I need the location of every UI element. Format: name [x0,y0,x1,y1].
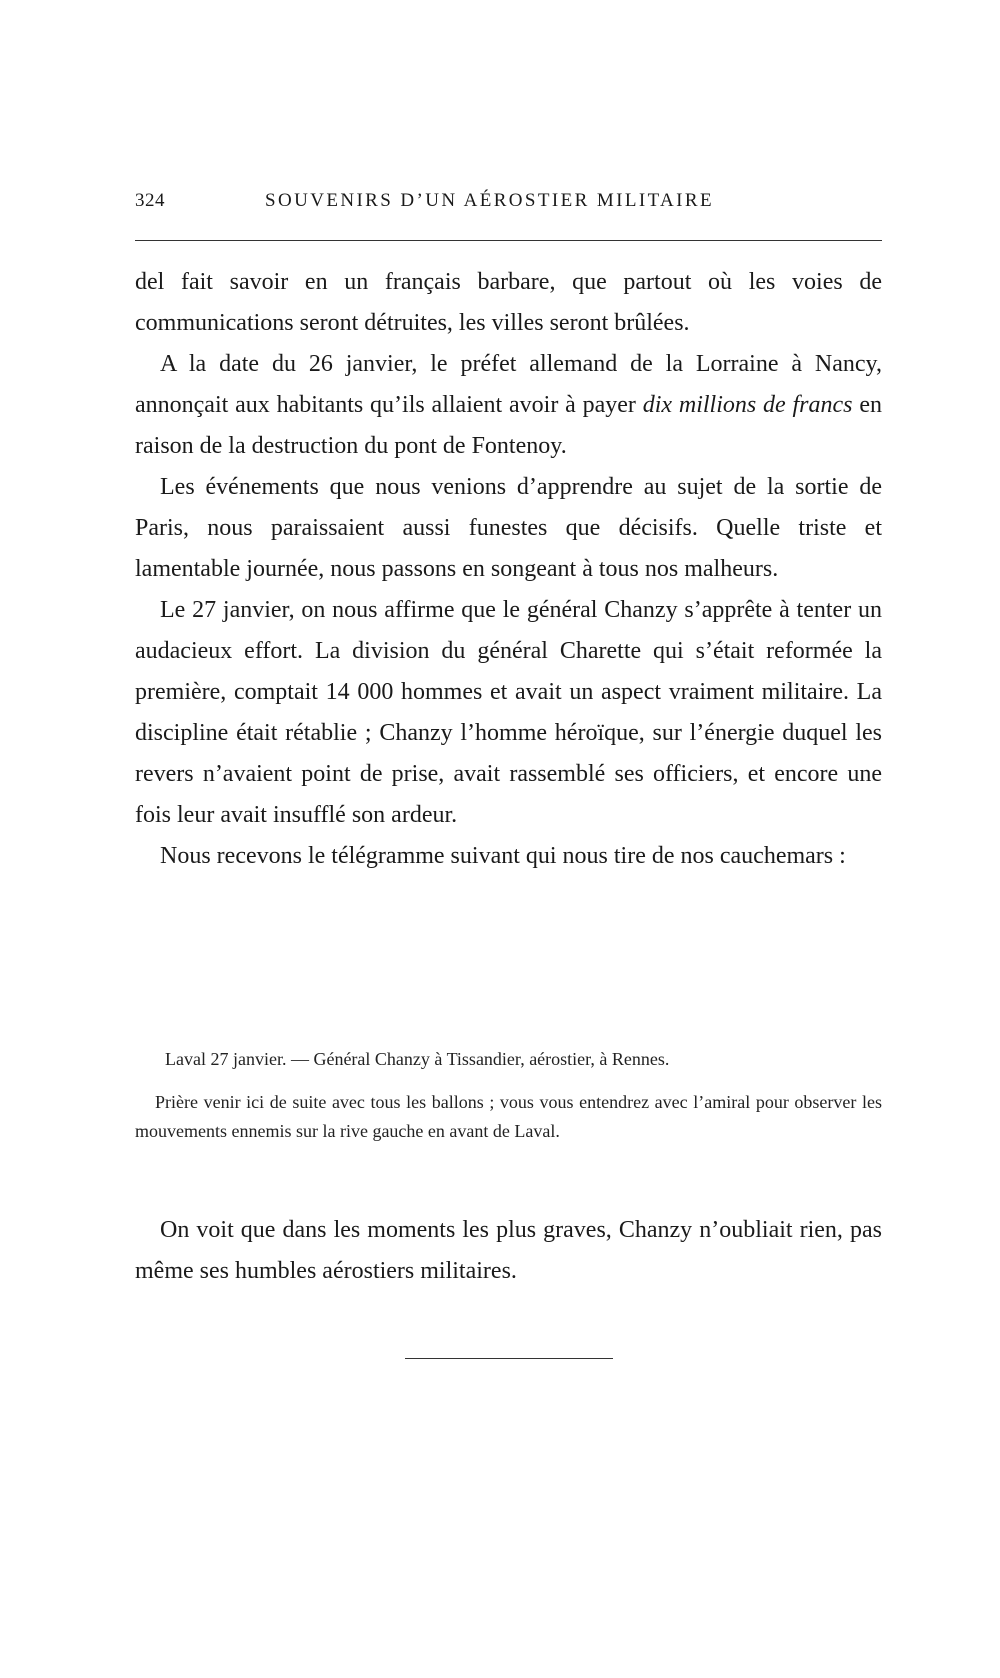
paragraph-chanzy: Le 27 janvier, on nous affirme que le général Chanzy s’apprête à tenter un audacieux effort. La division du général Charette qui s’était reformée la première, comptait 14 000 hommes et avait un aspect vraiment militaire. La discipline était rétablie ; Chanzy l’homme héroïque, sur l’énergie duquel les revers n’avaient point de prise, avait rassemblé ses officiers, et encore une fois leur avait insufflé son ardeur. [135,597,882,828]
paragraph-continued: del fait savoir en un français barbare, que partout où les voies de communications seront détruites, les villes seront brûlées. [135,269,882,336]
header-rule [135,240,882,241]
running-header [135,190,882,224]
page-number: 324 [135,190,165,211]
end-rule [405,1358,613,1359]
italic-amount: dix millions de francs [642,392,853,418]
body-text [135,262,882,877]
telegram-block [135,1045,882,1146]
telegram-header: Laval 27 janvier. — Général Chanzy à Tissandier, aérostier, à Rennes. [165,1049,670,1069]
paragraph-prefet-start: A la date du 26 janvier, le préfet allemand de la Lorraine à Nancy, annonçait aux habitants qu’ils allaient avoir à payer [135,351,882,418]
paragraph-prefet [135,344,882,467]
paragraph-telegramme-intro: Nous recevons le télégramme suivant qui nous tire de nos cauchemars : [160,843,846,869]
telegram-text: Prière venir ici de suite avec tous les ballons ; vous vous entendrez avec l’amiral pour observer les mouvements ennemis sur la rive gauche en avant de Laval. [135,1092,882,1141]
running-title: SOUVENIRS D’UN AÉROSTIER MILITAIRE [265,190,714,211]
closing-paragraph: On voit que dans les moments les plus graves, Chanzy n’oubliait rien, pas même ses humbles aérostiers militaires. [135,1217,882,1284]
closing-text [135,1210,882,1292]
paragraph-prefet-end: en raison de la destruction du pont de Fontenoy. [135,392,882,459]
paragraph-evenements: Les événements que nous venions d’apprendre au sujet de la sortie de Paris, nous paraissaient aussi funestes que décisifs. Quelle triste et lamentable journée, nous passons en songeant à tous nos malheurs. [135,474,882,582]
